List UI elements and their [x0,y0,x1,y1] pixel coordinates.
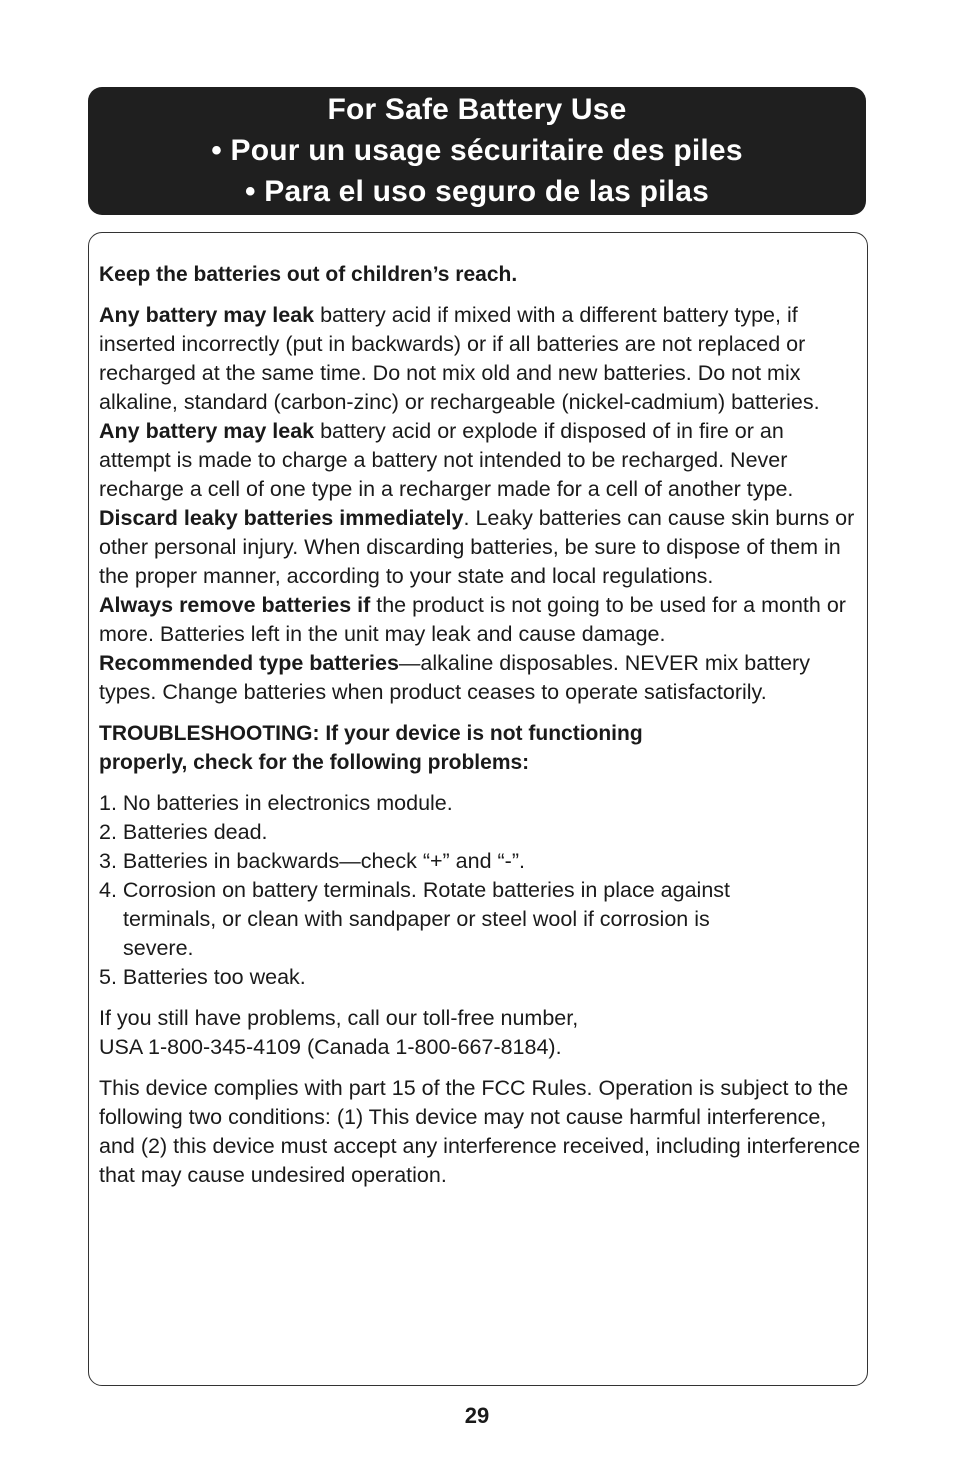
rule-discard-text: . Leaky batteries can cause skin burns or other personal injury. When discarding batteries, be sure to dispose of them in the proper manner, according to your state and local regulations. [99,506,855,588]
list-item: 5. Batteries too weak. [99,965,306,989]
contact-info [99,1004,861,1062]
rule-remove-text: the product is not going to be used for a month or more. Batteries left in the unit may leak and cause damage. [99,593,846,646]
rule-discard-bold: Discard leaky batteries immediately [99,506,464,530]
page-number: 29 [464,1403,490,1428]
rule-mixing-text: battery acid if mixed with a different battery type, if inserted incorrectly (put in backwards) or if all batteries are not replaced or recharged at the same time. Do not mix old and new batteries. Do not mix alkaline, standard (carbon-zinc) or rechargeable (nickel-cadmium) batteries. [99,303,820,414]
battery-safety-content [88,232,868,1386]
rule-fire-text: battery acid or explode if disposed of in fire or an attempt is made to charge a battery not intended to be recharged. Never recharge a cell of one type in a recharger made for a cell of another type. [99,419,794,501]
rule-recommended-bold: Recommended type batteries [99,651,399,675]
contact-line1: If you still have problems, call our toll-free number, [99,1006,579,1030]
children-warning: Keep the batteries out of children’s reach. [99,263,518,286]
list-item: 4. Corrosion on battery terminals. Rotate batteries in place against terminals, or clean with sandpaper or steel wool if corrosion is severe. [99,878,730,960]
troubleshooting-heading-line2: properly, check for the following problems: [99,751,530,774]
header-title-french: • Pour un usage sécuritaire des piles [211,134,743,167]
rule-recommended [99,649,861,707]
rule-fire [99,417,861,504]
troubleshooting-heading [99,719,861,777]
rule-recommended-text: —alkaline disposables. NEVER mix battery types. Change batteries when product ceases to operate satisfactorily. [99,651,810,704]
header-banner [88,87,866,215]
rule-discard [99,504,861,591]
header-title-spanish: • Para el uso seguro de las pilas [245,175,709,208]
list-item: 2. Batteries dead. [99,820,268,844]
rule-fire-bold: Any battery may leak [99,419,315,443]
contact-phone-numbers: USA 1-800-345-4109 (Canada 1-800-667-8184). [99,1035,562,1059]
fcc-compliance: This device complies with part 15 of the FCC Rules. Operation is subject to the following two conditions: (1) This device may not cause harmful interference, and (2) this device must accept any interference received, including interference that may cause undesired operation. [99,1076,861,1187]
rule-mixing [99,301,861,417]
rule-remove-bold: Always remove batteries if [99,593,371,617]
rule-mixing-bold: Any battery may leak [99,303,315,327]
list-item: 3. Batteries in backwards—check “+” and “-”. [99,849,525,873]
safety-rules [99,301,861,707]
rule-remove [99,591,861,649]
troubleshooting-list [99,789,861,992]
list-item: 1. No batteries in electronics module. [99,791,453,815]
troubleshooting-heading-line1: TROUBLESHOOTING: If your device is not functioning [99,722,643,745]
header-title-english: For Safe Battery Use [327,93,627,126]
